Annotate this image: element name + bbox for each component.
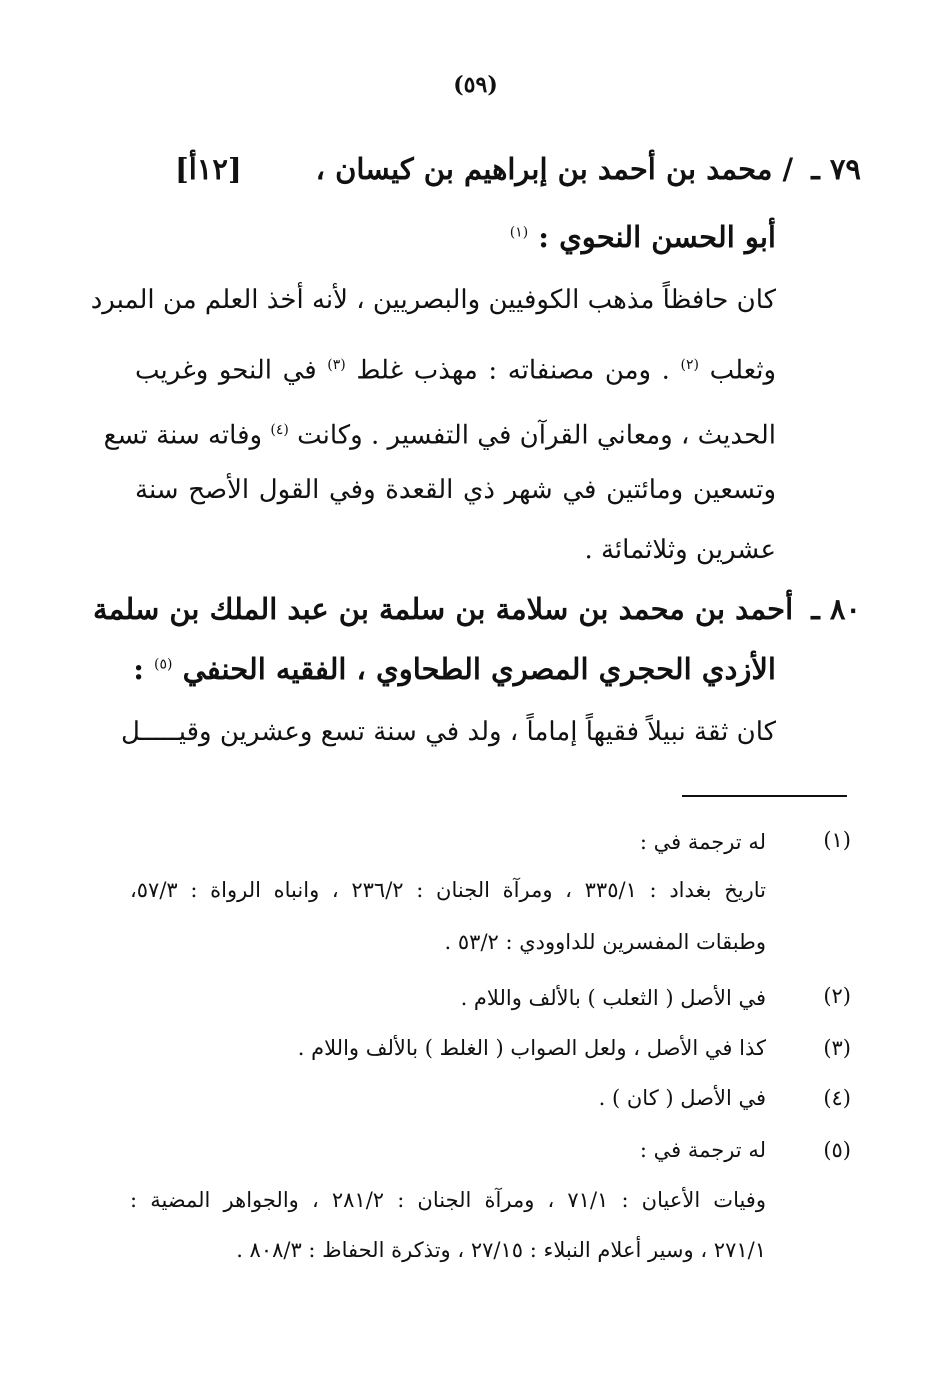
entry-79-body-line1: كان حافظاً مذهب الكوفيين والبصريين ، لأنه أخذ العلم من المبرد: [90, 285, 776, 315]
entry-79-heading: [316, 152, 861, 186]
entry-79-body-line2-c: في النحو وغريب: [135, 355, 317, 386]
entry-80-number: ٨٠ ـ: [811, 592, 861, 626]
entry-79-body-line2-b: . ومن مصنفاته : مهذب غلط: [356, 355, 670, 386]
footnote-5-line1: له ترجمة في :: [639, 1138, 766, 1162]
footnote-separator: [682, 795, 847, 797]
entry-80-name-line1: أحمد بن محمد بن سلامة بن سلمة بن عبد الملك بن سلمة: [93, 592, 794, 626]
entry-79-body-line2-a: وثعلب: [709, 355, 777, 386]
footnote-5-line3: ٢٧١/١ ، وسير أعلام النبلاء : ٢٧/١٥ ، وتذكرة الحفاظ : ٨٠٨/٣ .: [236, 1238, 766, 1262]
footnote-mark-3: (٣): [327, 357, 346, 373]
footnote-3-line1: كذا في الأصل ، ولعل الصواب ( الغلط ) بالألف واللام .: [297, 1036, 766, 1060]
entry-80-heading: [93, 592, 861, 626]
footnote-1-line3: وطبقات المفسرين للداوودي : ٥٣/٢ .: [444, 930, 766, 954]
footnote-mark-5: (٥): [154, 656, 173, 673]
entry-80-colon: :: [133, 652, 144, 686]
entry-79-body-line3-b: وفاته سنة تسع: [103, 420, 263, 451]
footnote-mark-4: (٤): [270, 422, 289, 438]
footnote-4-number: (٤): [823, 1086, 851, 1110]
entry-79-number: ٧٩ ـ: [811, 152, 861, 186]
footnote-1-number: (١): [823, 828, 851, 852]
entry-80-name-line2: الأزدي الحجري المصري الطحاوي ، الفقيه الحنفي: [182, 652, 776, 686]
footnote-5-number: (٥): [823, 1138, 851, 1162]
entry-79-body-line2: [135, 345, 776, 391]
entry-79-body-line5: عشرين وثلاثمائة .: [584, 535, 776, 565]
footnote-2-number: (٢): [823, 984, 851, 1008]
footnote-4-line1: في الأصل ( كان ) .: [598, 1086, 766, 1110]
footnote-mark-2: (٢): [680, 357, 699, 373]
footnote-2-line1: في الأصل ( الثعلب ) بالألف واللام .: [460, 986, 766, 1010]
manuscript-folio-ref: [١٢أ]: [175, 152, 242, 186]
footnote-5-line2: وفيات الأعيان : ٧١/١ ، ومرآة الجنان : ٢٨١/٢ ، والجواهر المضية :: [130, 1188, 766, 1212]
entry-79-name-line2: أبو الحسن النحوي :: [538, 220, 776, 254]
entry-79-body-line3: [103, 410, 776, 456]
entry-79-body-line3-a: الحديث ، ومعاني القرآن في التفسير . وكانت: [297, 420, 776, 451]
footnote-3-number: (٣): [823, 1036, 851, 1060]
entry-79-slash: /: [782, 152, 794, 186]
entry-80-body-line1: كان ثقة نبيلاً فقيهاً إماماً ، ولد في سنة تسع وعشرين وقيـــــل: [120, 717, 776, 747]
entry-79-name-line1: محمد بن أحمد بن إبراهيم بن كيسان ،: [315, 152, 773, 186]
entry-79-heading-line2: [510, 220, 776, 254]
page-number: (٥٩): [453, 72, 498, 98]
entry-80-heading-line2: [133, 652, 776, 686]
footnote-1-line1: له ترجمة في :: [639, 830, 766, 854]
entry-79-body-line4: وتسعين ومائتين في شهر ذي القعدة وفي القول الأصح سنة: [135, 475, 776, 505]
footnote-mark-1: (١): [509, 224, 529, 241]
footnote-1-line2: تاريخ بغداد : ٣٣٥/١ ، ومرآة الجنان : ٢٣٦/٢ ، وانباه الرواة : ٥٧/٣،: [130, 878, 766, 902]
